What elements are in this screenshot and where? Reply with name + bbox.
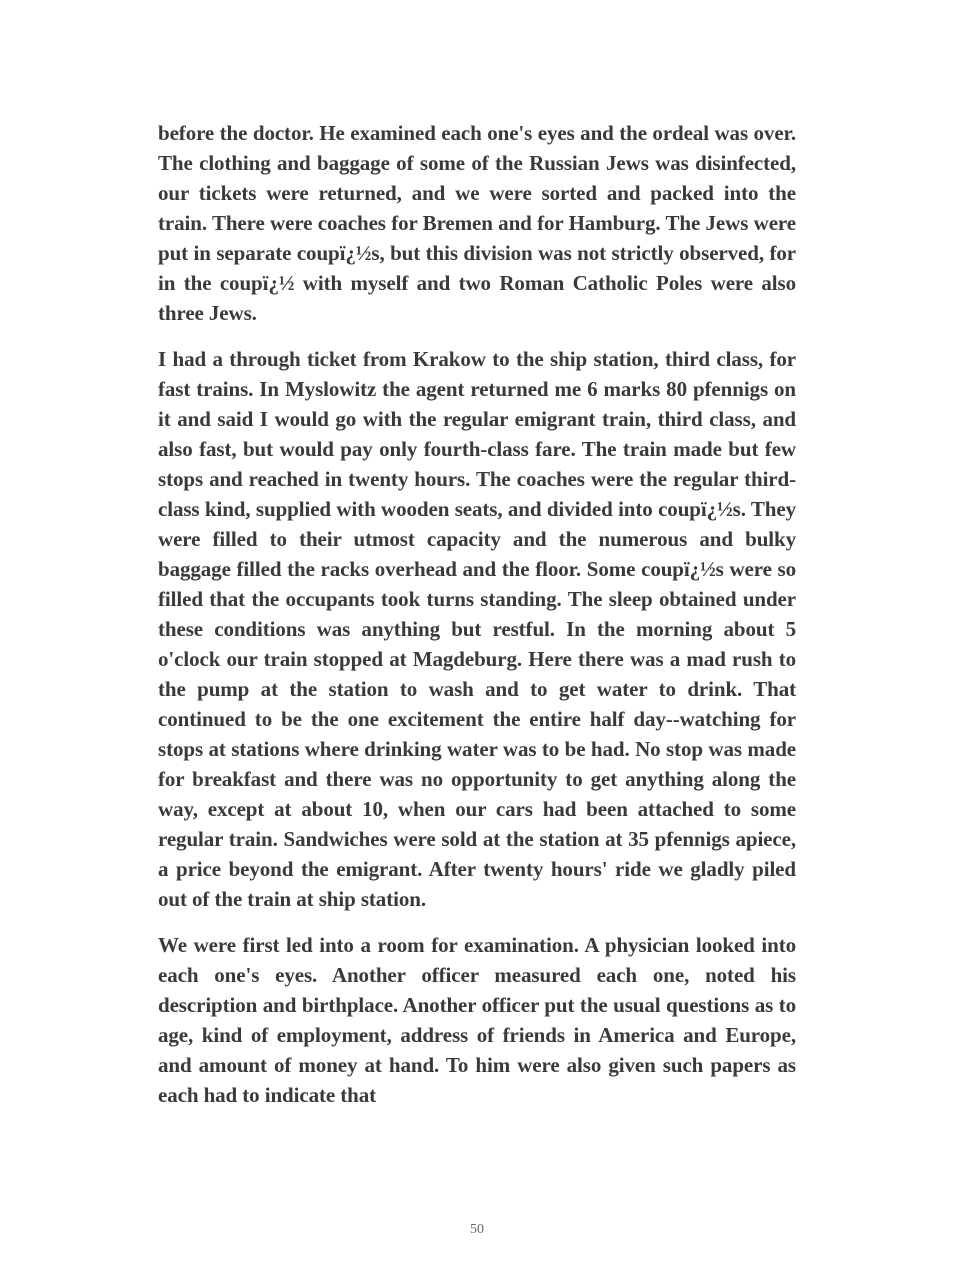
page-number: 50: [470, 1222, 484, 1237]
body-text: [158, 118, 796, 1126]
paragraph-1: before the doctor. He examined each one's eyes and the ordeal was over. The clothing and baggage of some of the Russian Jews was disinfected, our tickets were returned, and we were sorted and packed into the train. There were coaches for Bremen and for Hamburg. The Jews were put in separate coupï¿½s, but this division was not strictly observed, for in the coupï¿½ with myself and two Roman Catholic Poles were also three Jews.: [158, 121, 796, 325]
paragraph-3: We were first led into a room for examination. A physician looked into each one's eyes. Another officer measured each one, noted his description and birthplace. Another officer put the usual questions as to age, kind of employment, address of friends in America and Europe, and amount of money at hand. To him were also given such papers as each had to indicate that: [158, 933, 796, 1107]
paragraph-2: I had a through ticket from Krakow to the ship station, third class, for fast trains. In Myslowitz the agent returned me 6 marks 80 pfennigs on it and said I would go with the regular emigrant train, third class, and also fast, but would pay only fourth-class fare. The train made but few stops and reached in twenty hours. The coaches were the regular third-class kind, supplied with wooden seats, and divided into coupï¿½s. They were filled to their utmost capacity and the numerous and bulky baggage filled the racks overhead and the floor. Some coupï¿½s were so filled that the occupants took turns standing. The sleep obtained under these conditions was anything but restful. In the morning about 5 o'clock our train stopped at Magdeburg. Here there was a mad rush to the pump at the station to wash and to get water to drink. That continued to be the one excitement the entire half day--watching for stops at stations where drinking water was to be had. No stop was made for breakfast and there was no opportunity to get anything along the way, except at about 10, when our cars had been attached to some regular train. Sandwiches were sold at the station at 35 pfennigs apiece, a price beyond the emigrant. After twenty hours' ride we gladly piled out of the train at ship station.: [158, 347, 796, 911]
